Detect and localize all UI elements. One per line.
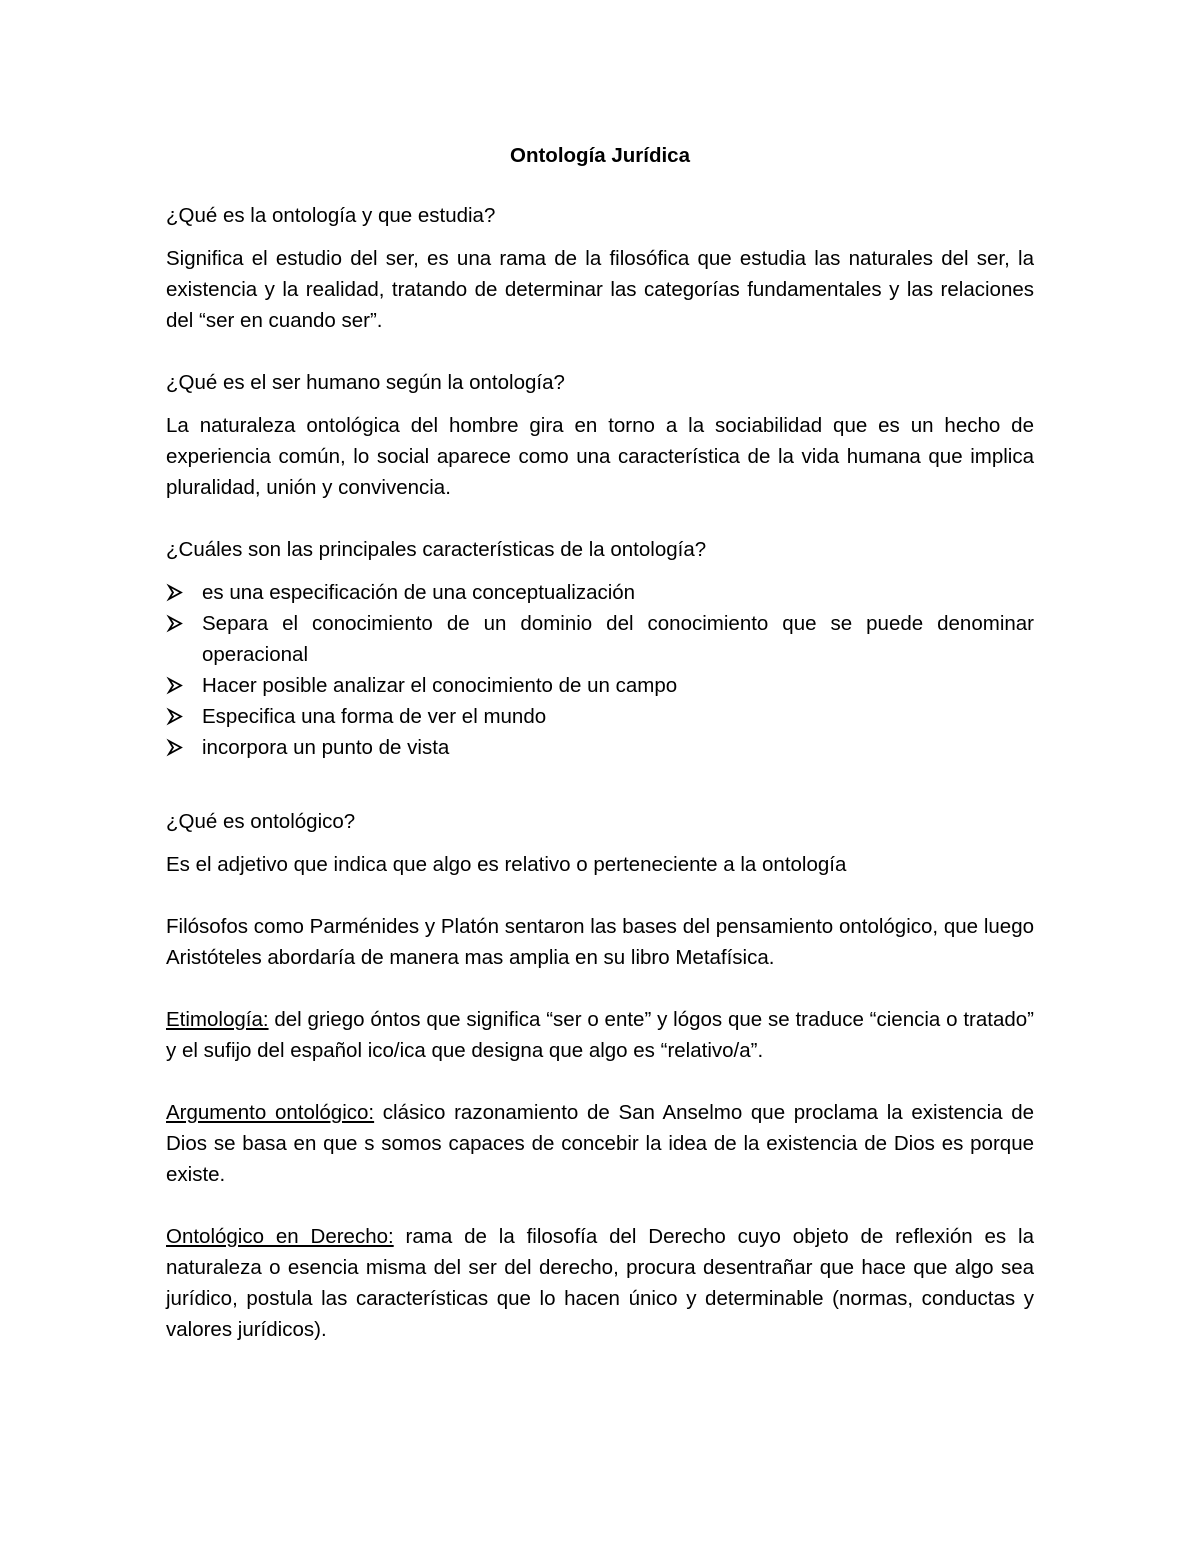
list-item-text: Especifica una forma de ver el mundo [202, 705, 547, 728]
answer-ser-humano: La naturaleza ontológica del hombre gira en torno a la sociabilidad que es un hecho de experiencia común, lo social aparece como una característica de la vida humana que implica pluralidad, unión y convivencia. [166, 414, 1034, 499]
list-item-text: es una especificación de una conceptualización [202, 581, 636, 604]
characteristics-list [166, 577, 1034, 763]
etimologia-paragraph [166, 1004, 1034, 1066]
answer-ontologico: Es el adjetivo que indica que algo es relativo o perteneciente a la ontología [166, 853, 847, 876]
arrow-bullet-icon [166, 701, 186, 732]
argumento-text: clásico razonamiento de San Anselmo que proclama la existencia de Dios se basa en que s somos capaces de concebir la idea de la existencia de Dios es porque existe. [166, 1101, 1034, 1186]
question-ontologia: ¿Qué es la ontología y que estudia? [166, 204, 496, 227]
philosophers-paragraph: Filósofos como Parménides y Platón sentaron las bases del pensamiento ontológico, que luego Aristóteles abordaría de manera mas amplia en su libro Metafísica. [166, 915, 1034, 969]
document-title: Ontología Jurídica [510, 144, 690, 167]
list-item [166, 577, 1034, 608]
list-item-text: Separa el conocimiento de un dominio del conocimiento que se puede denominar operacional [202, 612, 1034, 666]
list-item-text: incorpora un punto de vista [202, 736, 450, 759]
answer-ontologia: Significa el estudio del ser, es una rama de la filosófica que estudia las naturales del ser, la existencia y la realidad, tratando de determinar las categorías fundamentales y las relaciones del “ser en cuando ser”. [166, 247, 1034, 332]
question-caracteristicas: ¿Cuáles son las principales características de la ontología? [166, 538, 707, 561]
argumento-paragraph [166, 1097, 1034, 1190]
list-item [166, 701, 1034, 732]
derecho-paragraph [166, 1221, 1034, 1345]
arrow-bullet-icon [166, 577, 186, 608]
argumento-label: Argumento ontológico: [166, 1101, 375, 1124]
derecho-text: rama de la filosofía del Derecho cuyo objeto de reflexión es la naturaleza o esencia misma del ser del derecho, procura desentrañar que hace que algo sea jurídico, postula las características que lo hacen único y determinable (normas, conductas y valores jurídicos). [166, 1225, 1034, 1341]
list-item-text: Hacer posible analizar el conocimiento de un campo [202, 674, 678, 697]
list-item [166, 608, 1034, 670]
derecho-label: Ontológico en Derecho: [166, 1225, 394, 1248]
etimologia-text: del griego óntos que significa “ser o ente” y lógos que se traduce “ciencia o tratado” y el sufijo del español ico/ica que designa que algo es “relativo/a”. [166, 1008, 1034, 1062]
document-page [166, 140, 1034, 1376]
arrow-bullet-icon [166, 670, 186, 701]
arrow-bullet-icon [166, 608, 186, 639]
etimologia-label: Etimología: [166, 1008, 269, 1031]
question-ser-humano: ¿Qué es el ser humano según la ontología? [166, 371, 565, 394]
arrow-bullet-icon [166, 732, 186, 763]
list-item [166, 670, 1034, 701]
question-ontologico: ¿Qué es ontológico? [166, 810, 356, 833]
list-item [166, 732, 1034, 763]
